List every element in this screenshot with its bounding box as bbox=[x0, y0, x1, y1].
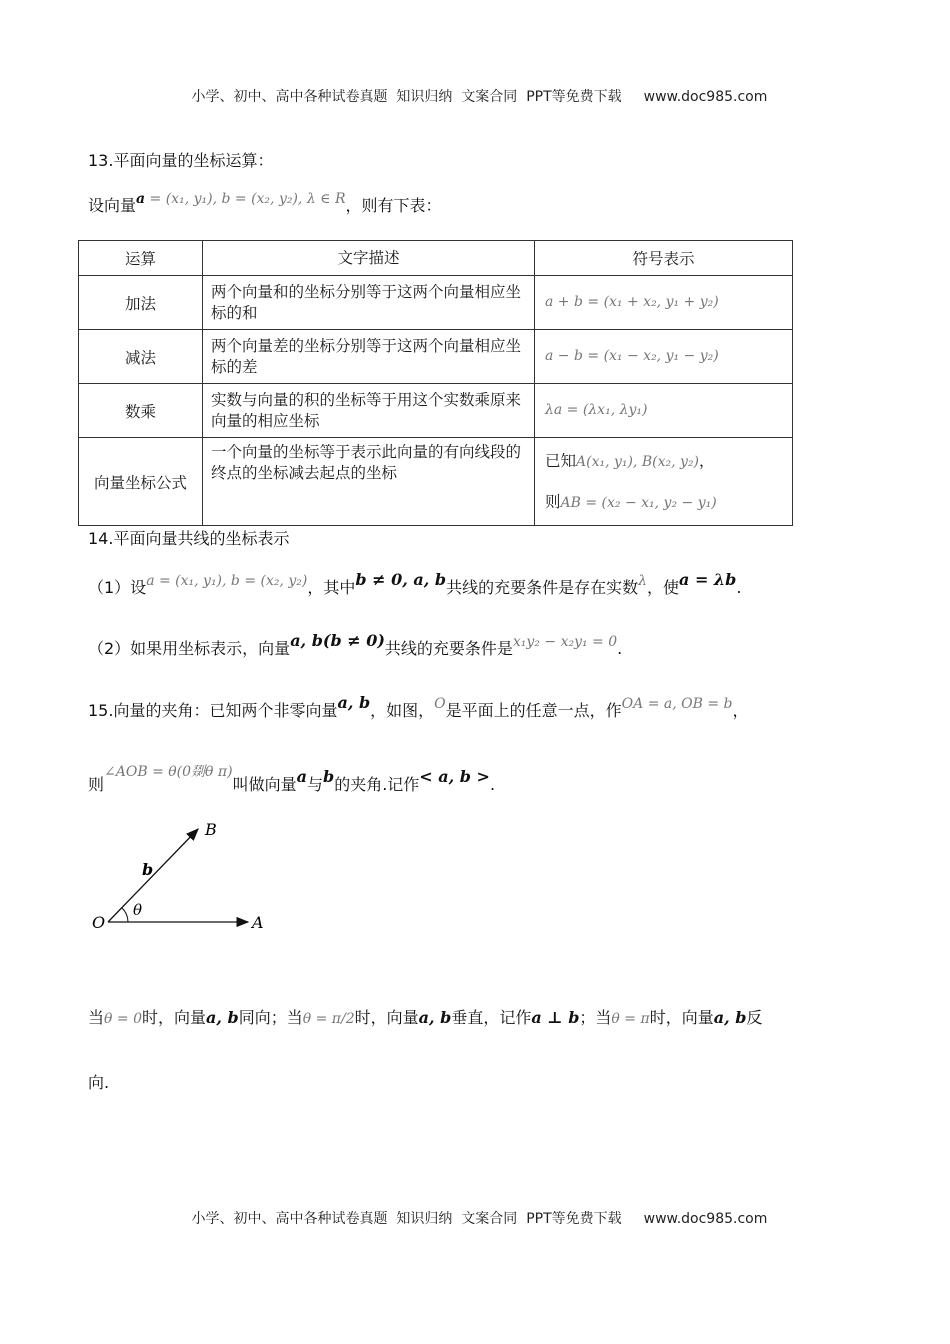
point-a-label: A bbox=[252, 913, 264, 932]
intro-formula: a = (x₁, y₁), b = (x₂, y₂), λ ∈ R bbox=[136, 191, 346, 207]
formula: θ = π bbox=[611, 1011, 650, 1027]
formula: a, b(b ≠ 0) bbox=[290, 631, 385, 650]
formula-cell: a + b = (x₁ + x₂, y₁ + y₂) bbox=[535, 276, 793, 330]
formula: a, b bbox=[337, 693, 371, 712]
intro-post: ，则有下表： bbox=[345, 196, 442, 215]
point-o-label: O bbox=[92, 913, 106, 932]
formula: a, b bbox=[713, 1008, 747, 1027]
page-header bbox=[0, 70, 950, 106]
section-15-p4: 向. bbox=[88, 1073, 110, 1092]
footer-text: 小学、初中、高中各种试卷真题 知识归纳 文案合同 PPT等免费下载 bbox=[191, 1211, 622, 1227]
formula: λ bbox=[638, 573, 647, 589]
formula: x₁y₂ − x₂y₁ = 0 bbox=[512, 634, 618, 650]
formula: O bbox=[434, 696, 446, 712]
formula-cell: a − b = (x₁ − x₂, y₁ − y₂) bbox=[535, 330, 793, 384]
intro-pre: 设向量 bbox=[88, 196, 137, 215]
desc-cell: 两个向量和的坐标分别等于这两个向量相应坐标的和 bbox=[203, 276, 535, 330]
table-header: 文字描述 bbox=[203, 241, 535, 276]
footer-url[interactable]: www.doc985.com bbox=[643, 1211, 768, 1227]
op-cell: 减法 bbox=[79, 330, 203, 384]
formula: θ = π/2 bbox=[302, 1011, 355, 1027]
formula-cell bbox=[535, 438, 793, 526]
header-url[interactable]: www.doc985.com bbox=[643, 89, 768, 105]
op-cell: 数乘 bbox=[79, 384, 203, 438]
vector-angle-figure bbox=[88, 815, 288, 940]
formula: a bbox=[296, 767, 307, 786]
formula: b bbox=[323, 767, 335, 786]
formula-line: 已知A(x₁, y₁), B(x₂, y₂)， bbox=[545, 451, 715, 470]
formula: b ≠ 0, a, b bbox=[355, 570, 447, 589]
vector-b-label: b bbox=[142, 860, 154, 879]
coordinate-operations-table bbox=[78, 240, 793, 526]
formula: a, b bbox=[418, 1008, 452, 1027]
formula-line: 则AB = (x₂ − x₁, y₂ − y₁) bbox=[545, 492, 717, 511]
formula: < a, b > bbox=[419, 767, 490, 786]
section-14-p1: （1）设a = (x₁, y₁), b = (x₂, y₂)，其中b ≠ 0, a, b共线的充要条件是存在实数λ，使a = λb. bbox=[88, 570, 742, 597]
formula: ∠AOB = θ(0剟θ π) bbox=[104, 764, 233, 780]
formula: a ⊥ b bbox=[531, 1008, 580, 1027]
op-cell: 加法 bbox=[79, 276, 203, 330]
formula-cell: λa = (λx₁, λy₁) bbox=[535, 384, 793, 438]
formula: a = λb bbox=[679, 570, 737, 589]
section-13-title: 13.平面向量的坐标运算： bbox=[88, 151, 274, 170]
op-cell: 向量坐标公式 bbox=[79, 438, 203, 526]
formula: a, b bbox=[206, 1008, 239, 1027]
table-header-row bbox=[79, 241, 793, 276]
formula: OA = a, OB = b bbox=[621, 696, 733, 712]
table-row bbox=[79, 384, 793, 438]
desc-cell: 两个向量差的坐标分别等于这两个向量相应坐标的差 bbox=[203, 330, 535, 384]
point-b-label: B bbox=[205, 820, 217, 839]
angle-arc bbox=[122, 908, 128, 922]
table-row bbox=[79, 330, 793, 384]
section-15-p3: 当θ = 0时，向量a, b同向；当θ = π/2时，向量a, b垂直，记作a ⊥ b；当θ = π时，向量a, b反 bbox=[88, 1008, 763, 1027]
theta-label: θ bbox=[133, 901, 143, 919]
section-15-p1: 15.向量的夹角：已知两个非零向量a, b，如图，O是平面上的任意一点，作OA = a, OB = b， bbox=[88, 693, 749, 720]
formula: a = (x₁, y₁), b = (x₂, y₂) bbox=[146, 573, 308, 589]
desc-cell: 实数与向量的积的坐标等于用这个实数乘原来向量的相应坐标 bbox=[203, 384, 535, 438]
section-14-title: 14.平面向量共线的坐标表示 bbox=[88, 529, 290, 548]
table-header: 符号表示 bbox=[535, 241, 793, 276]
section-14-p2: （2）如果用坐标表示，向量a, b(b ≠ 0)共线的充要条件是x₁y₂ − x₂y₁ = 0. bbox=[88, 631, 623, 658]
section-15-p2: 则∠AOB = θ(0剟θ π)叫做向量a与b的夹角.记作< a, b >. bbox=[88, 764, 496, 794]
formula: θ = 0 bbox=[104, 1011, 142, 1027]
desc-cell: 一个向量的坐标等于表示此向量的有向线段的终点的坐标减去起点的坐标 bbox=[203, 438, 535, 526]
header-text: 小学、初中、高中各种试卷真题 知识归纳 文案合同 PPT等免费下载 bbox=[191, 89, 622, 105]
page-footer bbox=[0, 1192, 950, 1228]
section-13-intro bbox=[88, 193, 442, 216]
table-row bbox=[79, 276, 793, 330]
table-header: 运算 bbox=[79, 241, 203, 276]
table-row bbox=[79, 438, 793, 526]
